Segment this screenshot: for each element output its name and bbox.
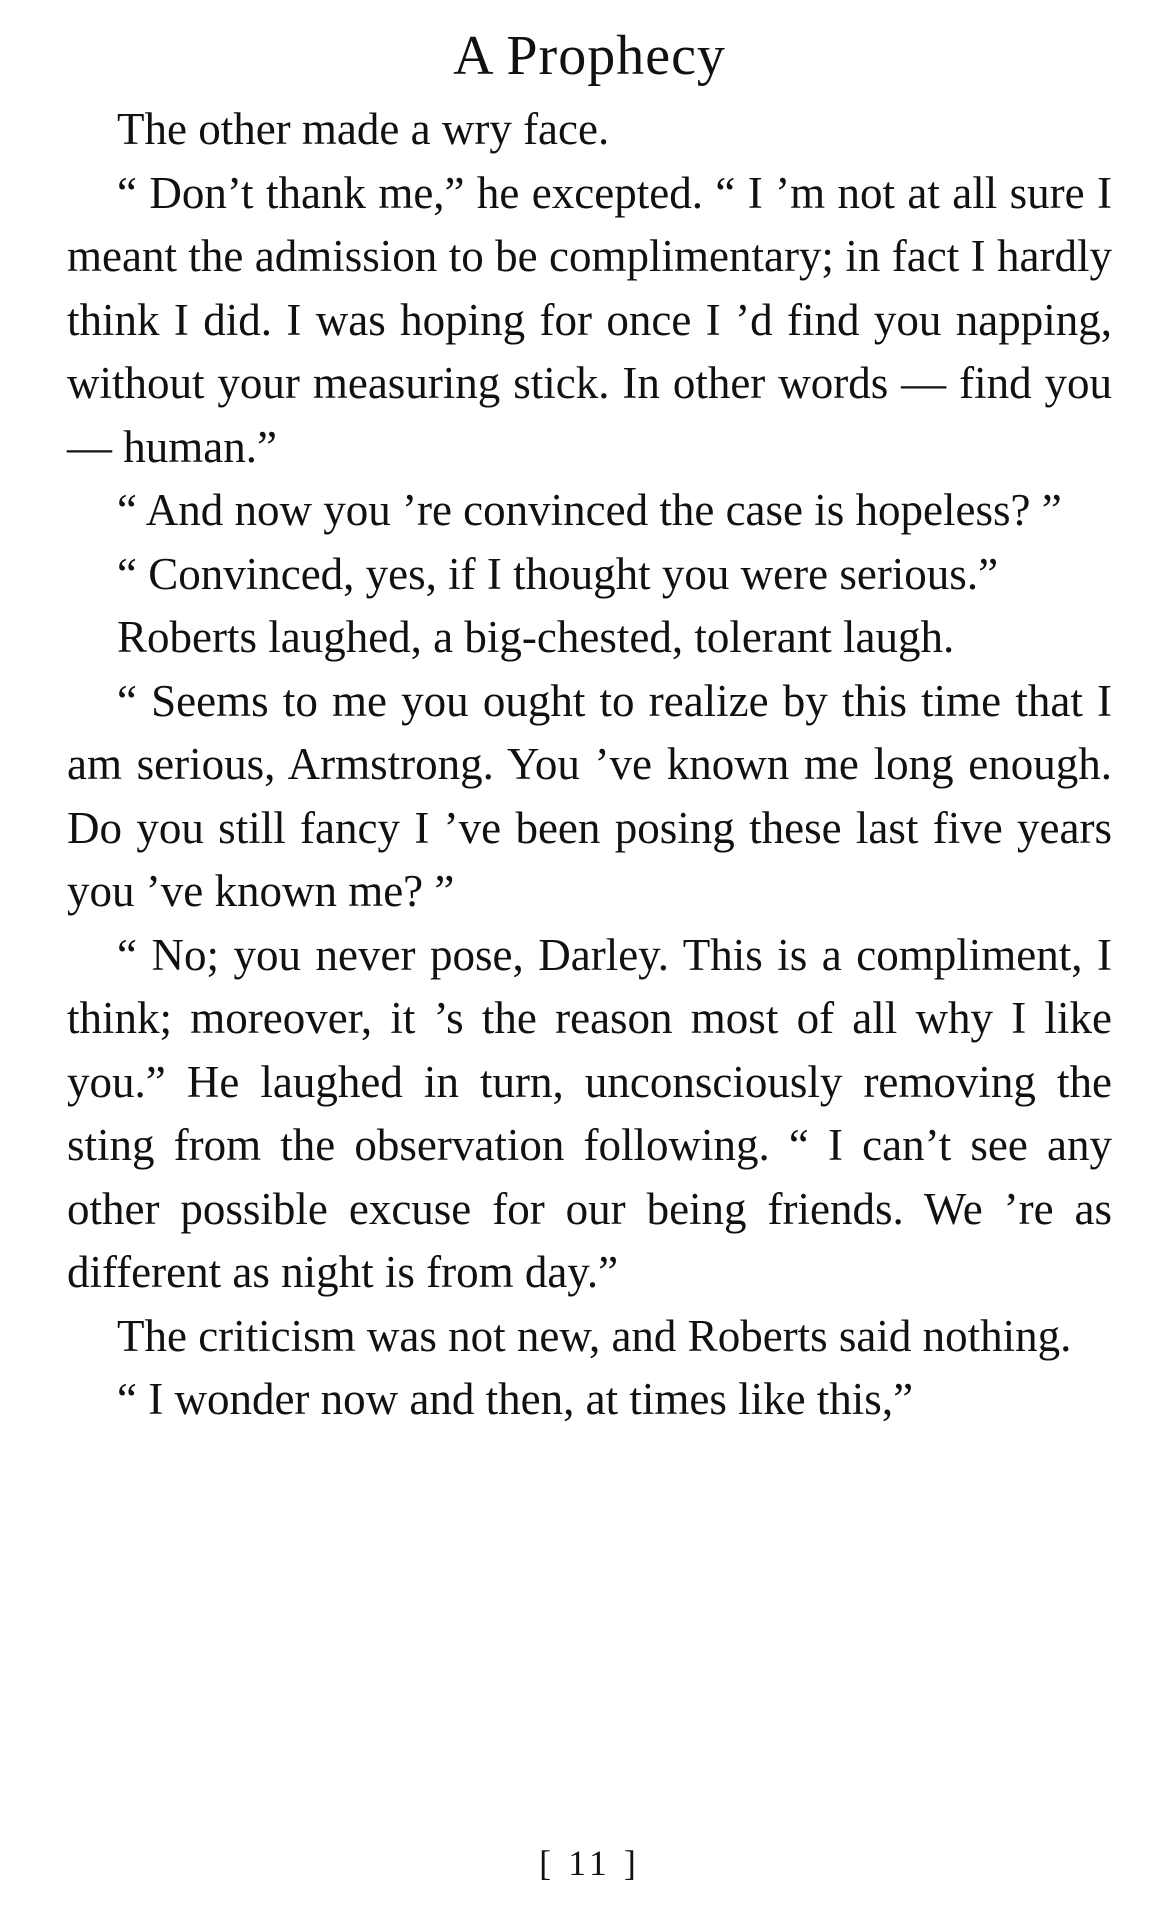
paragraph: Roberts laughed, a big-chested, tolerant laugh. — [117, 612, 955, 662]
paragraph: “ Seems to me you ought to realize by this time that I am serious, Armstrong. You ’ve known me long enough. Do you still fancy I ’ve been posing these last five years you ’ve known me? ” — [67, 675, 1112, 916]
running-head: A Prophecy — [453, 25, 726, 87]
paragraph: The criticism was not new, and Roberts said nothing. — [117, 1310, 1072, 1361]
paragraph: The other made a wry face. — [117, 104, 610, 154]
paragraph: “ No; you never pose, Darley. This is a compliment, I think; moreover, it ’s the reason most of all why I like you.” He laughed in turn, unconsciously removing the sting from the observation following. “ I can’t see any other possible excuse for our being friends. We ’re as different as night is from day.” — [67, 929, 1112, 1297]
page-number: [ 11 ] — [539, 1843, 640, 1883]
body-text — [67, 98, 1112, 1432]
paragraph: “ And now you ’re convinced the case is hopeless? ” — [117, 485, 1062, 535]
book-page — [67, 0, 1112, 1926]
paragraph: “ Convinced, yes, if I thought you were serious.” — [117, 548, 999, 599]
paragraph: “ Don’t thank me,” he excepted. “ I ’m not at all sure I meant the admission to be complimentary; in fact I hardly think I did. I was hoping for once I ’d find you napping, without your measuring stick. In other words — find you — human.” — [67, 167, 1112, 472]
paragraph: “ I wonder now and then, at times like this,” — [117, 1374, 914, 1424]
